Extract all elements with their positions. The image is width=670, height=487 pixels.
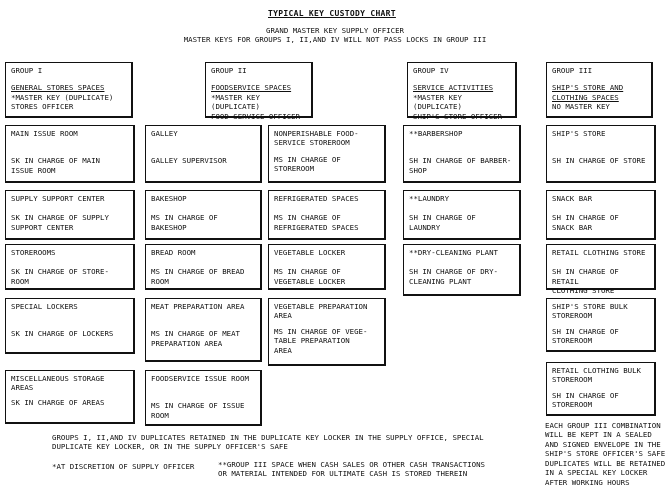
space-name: SHIP'S STORE (552, 129, 606, 138)
space-box-meat-preparation-area (145, 298, 262, 362)
group-officer: STORES OFFICER (11, 102, 74, 112)
space-box-snack-bar (546, 190, 656, 240)
header-line-2: MASTER KEYS FOR GROUPS I, II,AND IV WILL NOT PASS LOCKS IN GROUP III (183, 35, 487, 44)
group-ii-box (205, 62, 313, 121)
space-custodian: MS IN CHARGE OF ISSUE ROOM (151, 401, 245, 420)
space-box-bakeshop (145, 190, 262, 240)
space-box-ships-store-bulk-storeroom (546, 298, 656, 352)
space-box-special-lockers (5, 298, 135, 354)
space-box-storerooms (5, 244, 135, 290)
group-master-key: *MASTER KEY (DUPLICATE) (413, 92, 462, 112)
group-area: FOODSERVICE SPACES (211, 83, 292, 93)
space-name: SUPPLY SUPPORT CENTER (11, 194, 105, 203)
space-name: MEAT PREPARATION AREA (151, 302, 245, 311)
space-name: SPECIAL LOCKERS (11, 302, 78, 311)
space-box-supply-support-center (5, 190, 135, 240)
chart-title: TYPICAL KEY CUSTODY CHART (268, 9, 396, 18)
space-name: BREAD ROOM (151, 248, 196, 257)
space-custodian: SK IN CHARGE OF LOCKERS (11, 329, 114, 339)
space-custodian: SH IN CHARGE OF RETAIL CLOTHING STORE (552, 267, 619, 296)
space-name: STOREROOMS (11, 248, 56, 257)
space-custodian: GALLEY SUPERVISOR (151, 156, 227, 166)
space-name: MISCELLANEOUS STORAGE AREAS (11, 374, 105, 393)
space-custodian: MS IN CHARGE OF BAKESHOP (151, 213, 218, 232)
group-i-box (5, 62, 133, 118)
group-iv-box (407, 62, 517, 121)
group-name: GROUP III (552, 66, 593, 75)
space-box-bread-room (145, 244, 262, 290)
group-officer: FOOD SERVICE OFFICER (211, 111, 300, 121)
single-star-note: *AT DISCRETION OF SUPPLY OFFICER (52, 462, 195, 471)
space-box-barbershop (403, 125, 521, 183)
space-name: SNACK BAR (552, 194, 593, 203)
group-master-key: NO MASTER KEY (552, 102, 610, 112)
group-master-key: *MASTER KEY (DUPLICATE) (211, 92, 260, 112)
group-name: GROUP II (211, 66, 247, 75)
space-custodian: SK IN CHARGE OF STORE- ROOM (11, 267, 109, 286)
header-line-1: GRAND MASTER KEY SUPPLY OFFICER (266, 26, 404, 35)
space-box-dry-cleaning-plant (403, 244, 521, 296)
space-box-nonperishable-storeroom (268, 125, 386, 183)
space-box-galley (145, 125, 262, 183)
space-custodian: SH IN CHARGE OF LAUNDRY (409, 213, 476, 232)
space-custodian: MS IN CHARGE OF REFRIGERATED SPACES (274, 213, 359, 232)
space-name: MAIN ISSUE ROOM (11, 129, 78, 138)
space-name: VEGETABLE PREPARATION AREA (274, 302, 368, 321)
space-custodian: MS IN CHARGE OF BREAD ROOM (151, 267, 245, 286)
space-custodian: MS IN CHARGE OF VEGE- TABLE PREPARATION AREA (274, 326, 368, 355)
space-name: VEGETABLE LOCKER (274, 248, 346, 257)
duplicates-note: GROUPS I, II,AND IV DUPLICATES RETAINED IN THE DUPLICATE KEY LOCKER IN THE SUPPLY OFFICE, SPECIAL DUPLICATE KEY LOCKER, OR IN THE SUPPLY OFFICER'S SAFE (52, 433, 484, 452)
group-area: SERVICE ACTIVITIES (413, 83, 494, 93)
group-name: GROUP IV (413, 66, 449, 75)
space-custodian: SH IN CHARGE OF STOREROOM (552, 326, 619, 346)
space-name: REFRIGERATED SPACES (274, 194, 359, 203)
space-name: GALLEY (151, 129, 178, 138)
space-custodian: MS IN CHARGE OF MEAT PREPARATION AREA (151, 329, 240, 348)
space-box-main-issue-room (5, 125, 135, 183)
group-area: SHIP'S STORE AND CLOTHING SPACES (552, 83, 624, 102)
space-name: **DRY-CLEANING PLANT (409, 248, 498, 257)
space-custodian: MS IN CHARGE OF VEGETABLE LOCKER (274, 267, 346, 286)
group-name: GROUP I (11, 66, 43, 75)
space-custodian: MS IN CHARGE OF STOREROOM (274, 154, 341, 174)
space-name: SHIP'S STORE BULK STOREROOM (552, 302, 628, 321)
space-name: RETAIL CLOTHING STORE (552, 248, 646, 257)
space-box-foodservice-issue-room (145, 370, 262, 426)
space-custodian: SH IN CHARGE OF SNACK BAR (552, 213, 619, 232)
space-name: NONPERISHABLE FOOD- SERVICE STOREROOM (274, 129, 359, 148)
space-name: **BARBERSHOP (409, 129, 463, 138)
space-box-vegetable-preparation-area (268, 298, 386, 366)
space-custodian: SH IN CHARGE OF STOREROOM (552, 390, 619, 410)
space-custodian: SH IN CHARGE OF STORE (552, 156, 646, 166)
space-box-retail-clothing-bulk-storeroom (546, 362, 656, 416)
space-custodian: SK IN CHARGE OF AREAS (11, 397, 105, 407)
space-box-misc-storage-areas (5, 370, 135, 424)
group-officer: SHIP'S STORE OFFICER (413, 111, 502, 121)
space-custodian: SK IN CHARGE OF SUPPLY SUPPORT CENTER (11, 213, 109, 232)
double-star-note: **GROUP III SPACE WHEN CASH SALES OR OTHER CASH TRANSACTIONS OR MATERIAL INTENDED FOR ULTIMATE CASH IS STORED THEREIN (218, 460, 485, 479)
group-iii-combination-note: EACH GROUP III COMBINATION WILL BE KEPT IN A SEALED AND SIGNED ENVELOPE IN THE SHIP'S STORE OFFICER'S SAFE DUPLICATES WILL BE RETAINED IN A SPECIAL KEY LOCKER AFTER WORKING HOURS (545, 421, 666, 487)
group-master-key: *MASTER KEY (DUPLICATE) (11, 92, 114, 102)
space-custodian: SH IN CHARGE OF DRY- CLEANING PLANT (409, 267, 498, 286)
group-iii-box (546, 62, 653, 118)
space-box-laundry (403, 190, 521, 240)
space-custodian: SK IN CHARGE OF MAIN ISSUE ROOM (11, 156, 100, 175)
space-box-vegetable-locker (268, 244, 386, 290)
space-name: BAKESHOP (151, 194, 187, 203)
space-name: **LAUNDRY (409, 194, 450, 203)
group-area: GENERAL STORES SPACES (11, 83, 105, 93)
space-custodian: SH IN CHARGE OF BARBER- SHOP (409, 156, 512, 175)
space-name: FOODSERVICE ISSUE ROOM (151, 374, 249, 383)
space-box-refrigerated-spaces (268, 190, 386, 240)
space-name: RETAIL CLOTHING BULK STOREROOM (552, 366, 641, 385)
space-box-ships-store (546, 125, 656, 183)
space-box-retail-clothing-store (546, 244, 656, 296)
